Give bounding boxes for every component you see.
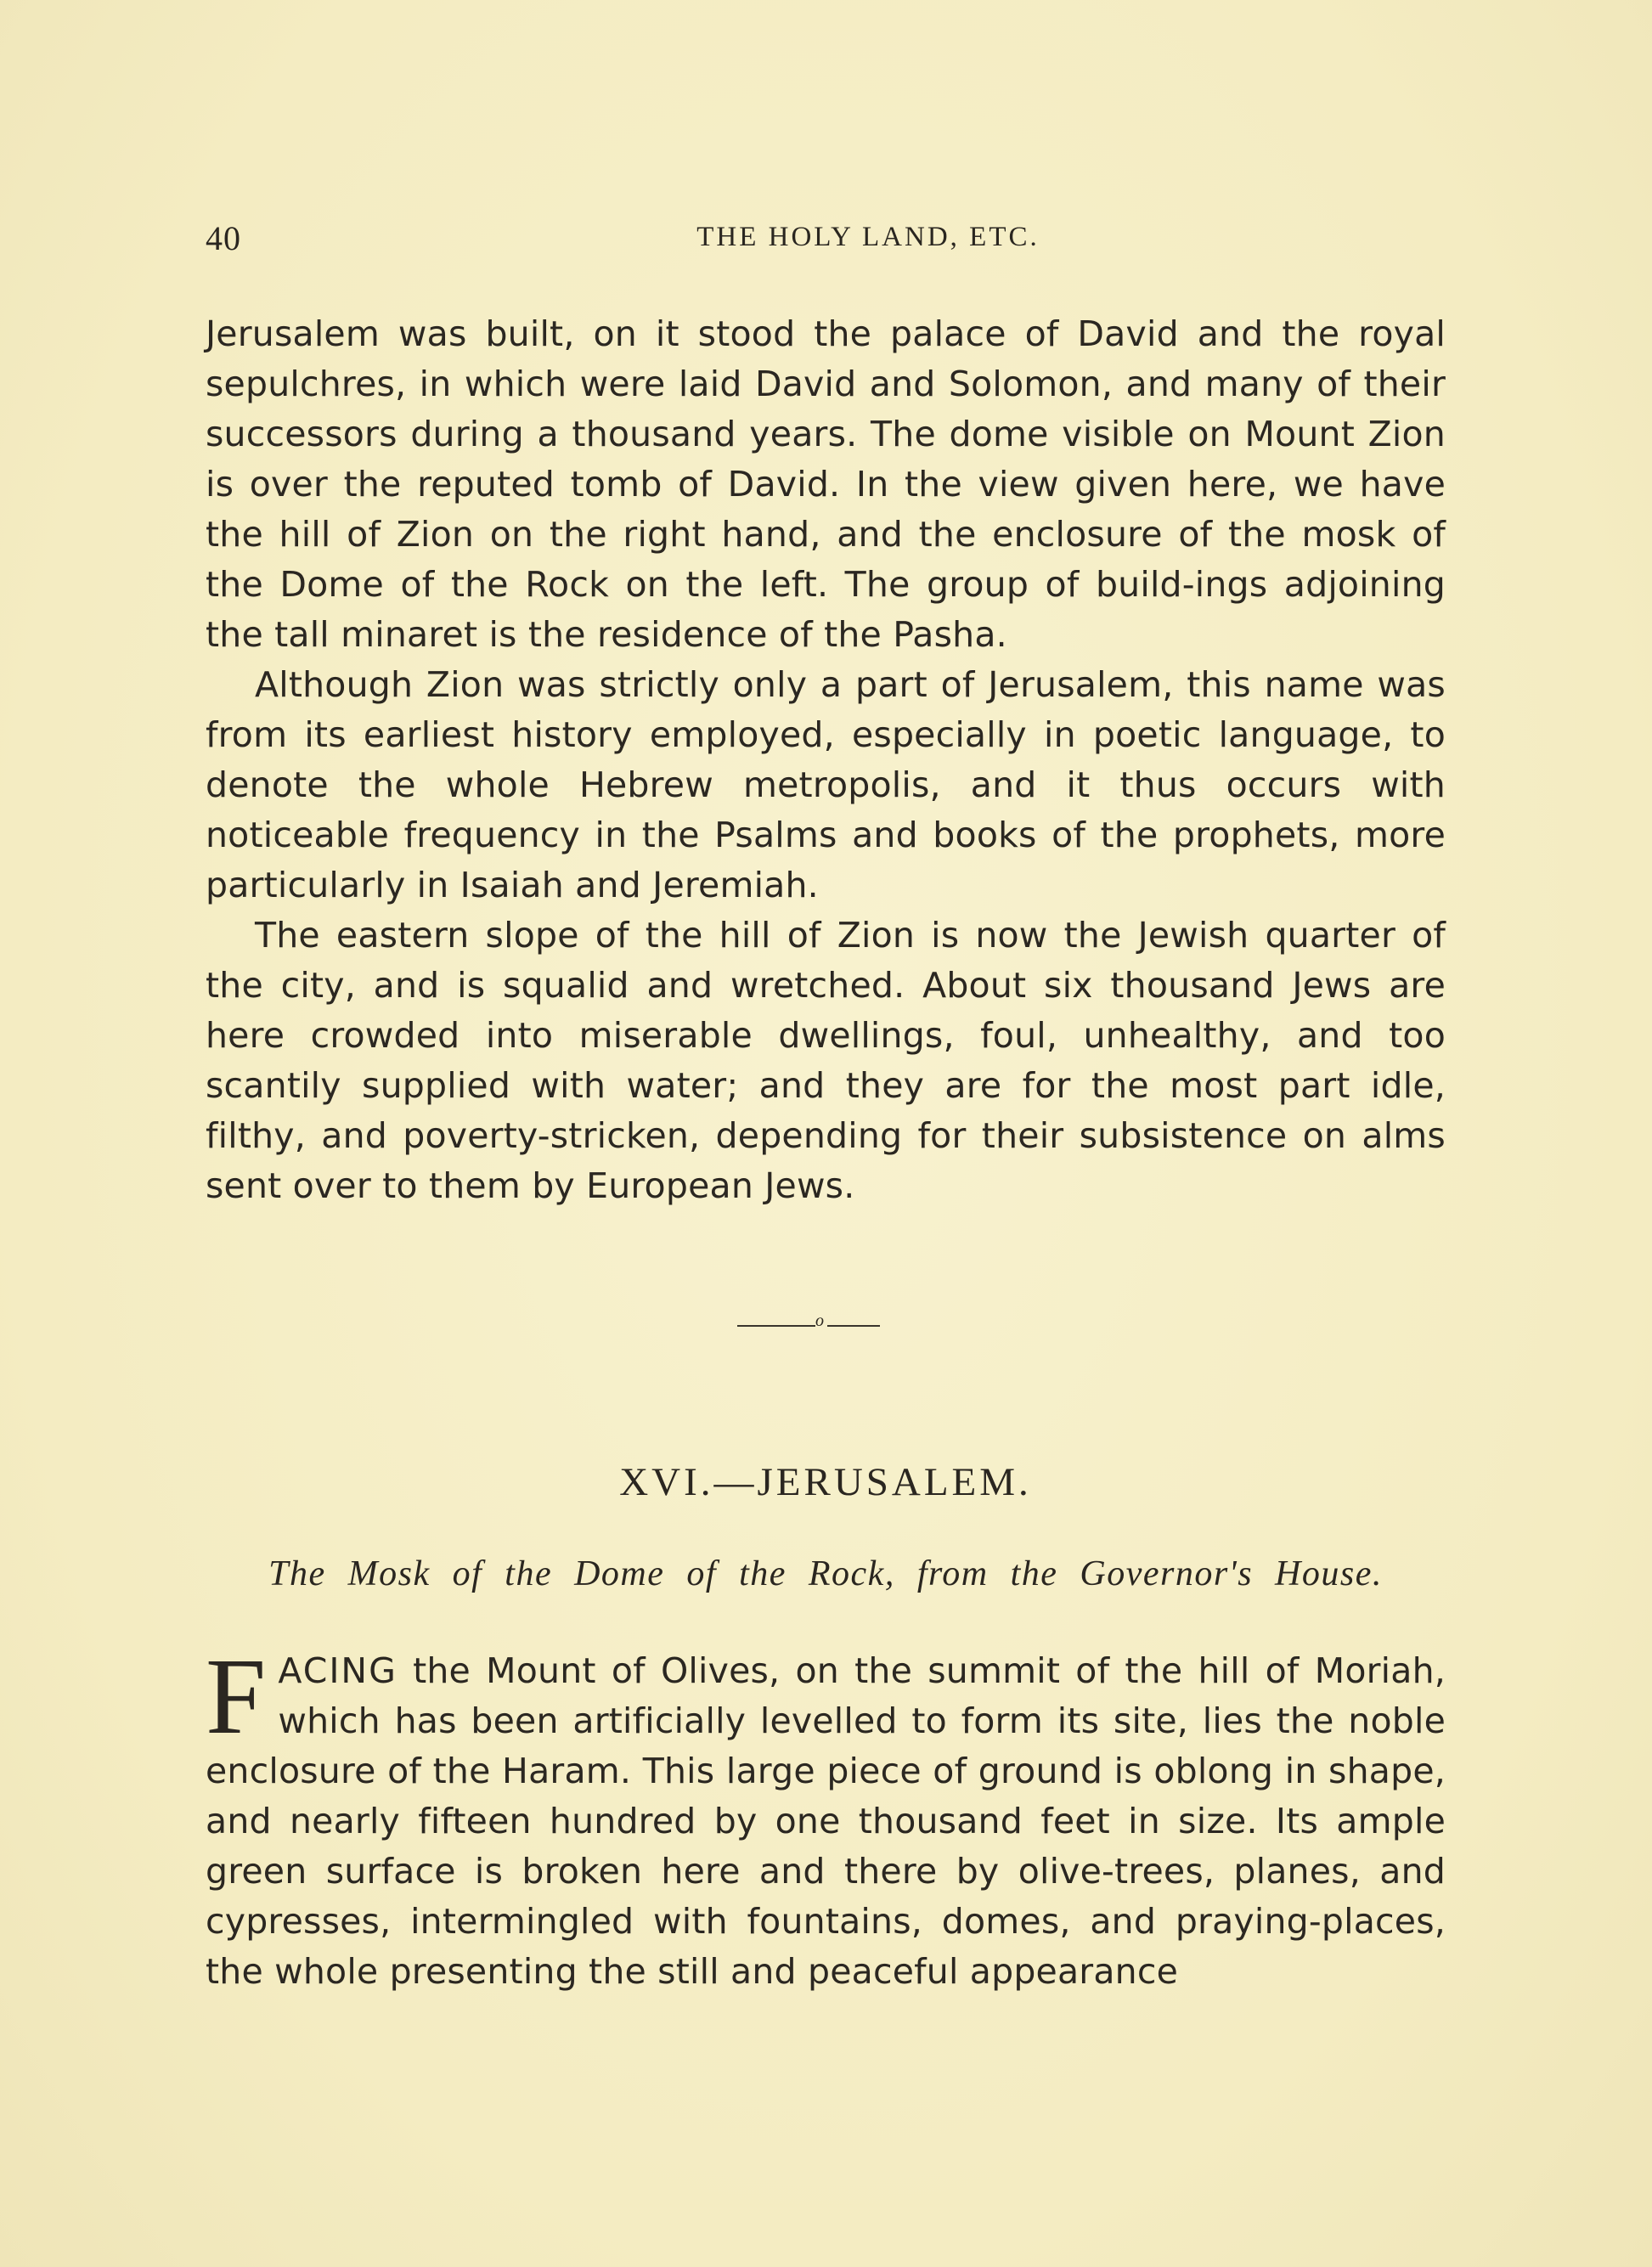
chapter-subtitle: The Mosk of the Dome of the Rock, from the Governor's House. xyxy=(268,1554,1383,1593)
page-number: 40 xyxy=(206,219,241,257)
section-divider xyxy=(737,1311,882,1334)
paragraph-haram-text: the Mount of Olives, on the summit of the hill of Moriah, which has been artificially levelled to form its site, lies the noble enclosure of the Haram. This large piece of ground is oblong in shape, and nearly fifteen hundred by one thousand feet in size. Its ample green surface is broken here and there by olive-trees, planes, and cypresses, intermingled with fountains, domes, and praying-places, the whole presenting the still and peaceful appearance xyxy=(206,1650,1446,1992)
paragraph-zion-name: Although Zion was strictly only a part of Jerusalem, this name was from its earliest history employed, especially in poetic language, to denote the whole Hebrew metropolis, and it thus occurs with noticeable frequency in the Psalms and books of the prophets, more particularly in Isaiah and Jeremiah. xyxy=(206,664,1446,905)
paragraph-haram xyxy=(206,1636,1446,1997)
continued-section xyxy=(206,309,1446,1211)
paragraph-zion-palace: Jerusalem was built, on it stood the palace of David and the royal sepulchres, in which were laid David and Solomon, and many of their successors during a thousand years. The dome visible on Mount Zion is over the reputed tomb of David. In the view given here, we have the hill of Zion on the right hand, and the enclosure of the mosk of the Dome of the Rock on the left. The group of build-ings adjoining the tall minaret is the residence of the Pasha. xyxy=(206,313,1446,655)
divider-rule-right xyxy=(827,1325,880,1327)
chapter-body xyxy=(206,1636,1446,1997)
chapter-title: XVI.—JERUSALEM. xyxy=(619,1460,1032,1504)
paragraph-jewish-quarter: The eastern slope of the hill of Zion is now the Jewish quarter of the city, and is squalid and wretched. About six thousand Jews are here crowded into miserable dwellings, foul, unhealthy, and too scantily supplied with water; and they are for the most part idle, filthy, and poverty-stricken, depending for their subsistence on alms sent over to them by European Jews. xyxy=(206,915,1446,1206)
drop-cap: F xyxy=(206,1636,267,1757)
divider-rule-left xyxy=(737,1325,815,1327)
first-word-smallcaps: ACING xyxy=(278,1650,397,1691)
running-head-title: THE HOLY LAND, ETC. xyxy=(696,222,1040,252)
divider-ornament: o xyxy=(815,1311,824,1330)
running-head xyxy=(206,218,1446,261)
